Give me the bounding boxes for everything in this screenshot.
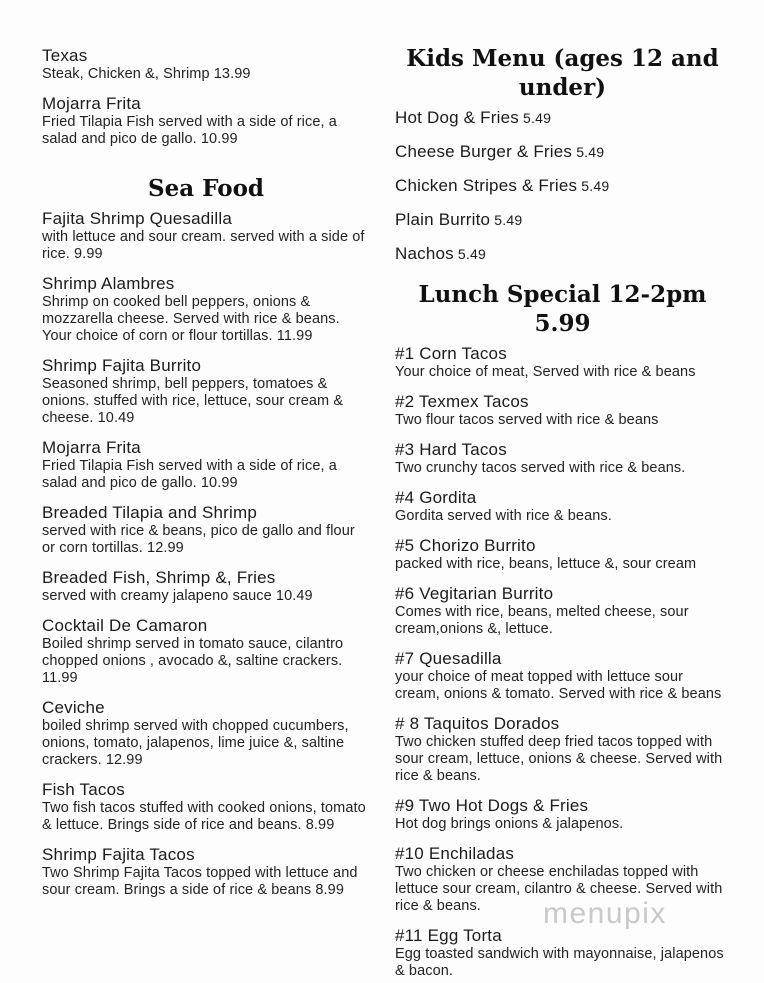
menu-item [395,926,730,980]
menu-item [42,698,370,769]
menu-item [395,649,730,703]
menu-item [42,274,370,345]
item-description: Seasoned shrimp, bell peppers, tomatoes & onions. stuffed with rice, lettuce, sour cream & cheese. 10.49 [42,376,344,426]
item-price: 5.49 [572,144,605,160]
item-name: #4 Gordita [395,488,477,507]
item-name: Shrimp Alambres [42,274,175,293]
item-description: your choice of meat topped with lettuce sour cream, onions & tomato. Served with rice & beans [395,669,722,702]
menu-item [42,503,370,557]
item-description: Hot dog brings onions & jalapenos. [395,816,624,832]
menu-item [42,568,370,605]
item-name: Nachos [395,244,454,263]
item-name: #10 Enchiladas [395,844,515,863]
item-price: 5.49 [577,178,610,194]
item-description: Gordita served with rice & beans. [395,508,612,524]
item-description: Boiled shrimp served in tomato sauce, cilantro chopped onions , avocado &, saltine crackers. 11.99 [42,636,344,686]
item-name: Chicken Stripes & Fries [395,176,578,195]
item-name: #9 Two Hot Dogs & Fries [395,796,589,815]
menu-section [42,174,370,899]
item-name: Breaded Fish, Shrimp &, Fries [42,568,276,587]
item-name: Cheese Burger & Fries [395,142,573,161]
item-description: Fried Tilapia Fish served with a side of rice, a salad and pico de gallo. 10.99 [42,458,337,491]
item-price: 5.49 [518,110,552,126]
item-name: Plain Burrito [395,210,491,229]
section-heading: Sea Food [148,175,264,202]
menu-item [42,94,370,148]
item-name: #11 Egg Torta [395,926,502,945]
menu-item [395,844,730,915]
item-description: Two fish tacos stuffed with cooked onions, tomato & lettuce. Brings side of rice and beans. 8.99 [42,800,366,833]
item-description: Two chicken stuffed deep fried tacos topped with sour cream, lettuce, onions & cheese. Served with rice & beans. [395,734,723,784]
item-description: boiled shrimp served with chopped cucumbers, onions, tomato, jalapenos, lime juice &, saltine crackers. 12.99 [42,718,349,768]
item-name: Mojarra Frita [42,94,141,113]
item-description: Two Shrimp Fajita Tacos topped with lettuce and sour cream. Brings a side of rice & beans 8.99 [42,865,358,898]
item-description: Two chicken or cheese enchiladas topped with lettuce sour cream, cilantro & cheese. Served with rice & beans. [395,864,723,914]
menu-item [42,438,370,492]
menu-item [395,344,730,381]
item-description: served with rice & beans, pico de gallo and flour or corn tortillas. 12.99 [42,523,355,556]
item-name: #6 Vegitarian Burrito [395,584,554,603]
item-name: #5 Chorizo Burrito [395,536,536,555]
item-description: with lettuce and sour cream. served with a side of rice. 9.99 [42,229,365,262]
item-name: Hot Dog & Fries [395,108,519,127]
item-description: Shrimp on cooked bell peppers, onions & mozzarella cheese. Served with rice & beans. Your choice of corn or flour tortillas. 11.99 [42,294,340,344]
right-column [395,0,730,983]
menu-item [42,356,370,427]
item-description: packed with rice, beans, lettuce &, sour cream [395,556,697,572]
item-name: Fajita Shrimp Quesadilla [42,209,232,228]
menu-item [395,176,730,196]
menu-section [395,280,730,980]
item-description: Comes with rice, beans, melted cheese, sour cream,onions &, lettuce. [395,604,689,637]
item-name: Cocktail De Camaron [42,616,208,635]
item-price: 5.49 [490,212,523,228]
item-name: Shrimp Fajita Burrito [42,356,202,375]
menu-item [395,440,730,477]
item-name: # 8 Taquitos Dorados [395,714,560,733]
item-name: Fish Tacos [42,780,125,799]
menu-item [395,584,730,638]
menu-section [42,46,370,148]
item-name: Shrimp Fajita Tacos [42,845,195,864]
menu-section [395,44,730,264]
item-description: Fried Tilapia Fish served with a side of rice, a salad and pico de gallo. 10.99 [42,114,337,147]
menu-item [395,108,730,128]
menu-item [395,244,730,264]
menu-item [42,46,370,83]
item-name: Ceviche [42,698,105,717]
item-description: Two flour tacos served with rice & beans [395,412,659,428]
menu-item [395,714,730,785]
item-description: Two crunchy tacos served with rice & beans. [395,460,686,476]
item-name: Breaded Tilapia and Shrimp [42,503,257,522]
menu-item [42,209,370,263]
watermark: menupix [543,897,667,930]
item-description: Your choice of meat, Served with rice & beans [395,364,696,380]
menu-item [42,845,370,899]
menu-item [395,392,730,429]
item-price: 5.49 [453,246,486,262]
section-heading: Lunch Special 12-2pm 5.99 [418,281,707,337]
menu-item [395,488,730,525]
item-name: #2 Texmex Tacos [395,392,529,411]
section-heading: Kids Menu (ages 12 and under) [406,45,719,101]
item-name: #3 Hard Tacos [395,440,507,459]
menu-item [42,616,370,687]
item-name: Texas [42,46,88,65]
item-description: served with creamy jalapeno sauce 10.49 [42,588,313,604]
menu-item [42,780,370,834]
item-name: #1 Corn Tacos [395,344,507,363]
item-name: #7 Quesadilla [395,649,502,668]
menu-item [395,796,730,833]
item-description: Egg toasted sandwich with mayonnaise, jalapenos & bacon. [395,946,724,979]
menu-item [395,210,730,230]
item-description: Steak, Chicken &, Shrimp 13.99 [42,66,251,82]
menu-item [395,536,730,573]
item-name: Mojarra Frita [42,438,141,457]
left-column [42,0,370,983]
menu-item [395,142,730,162]
